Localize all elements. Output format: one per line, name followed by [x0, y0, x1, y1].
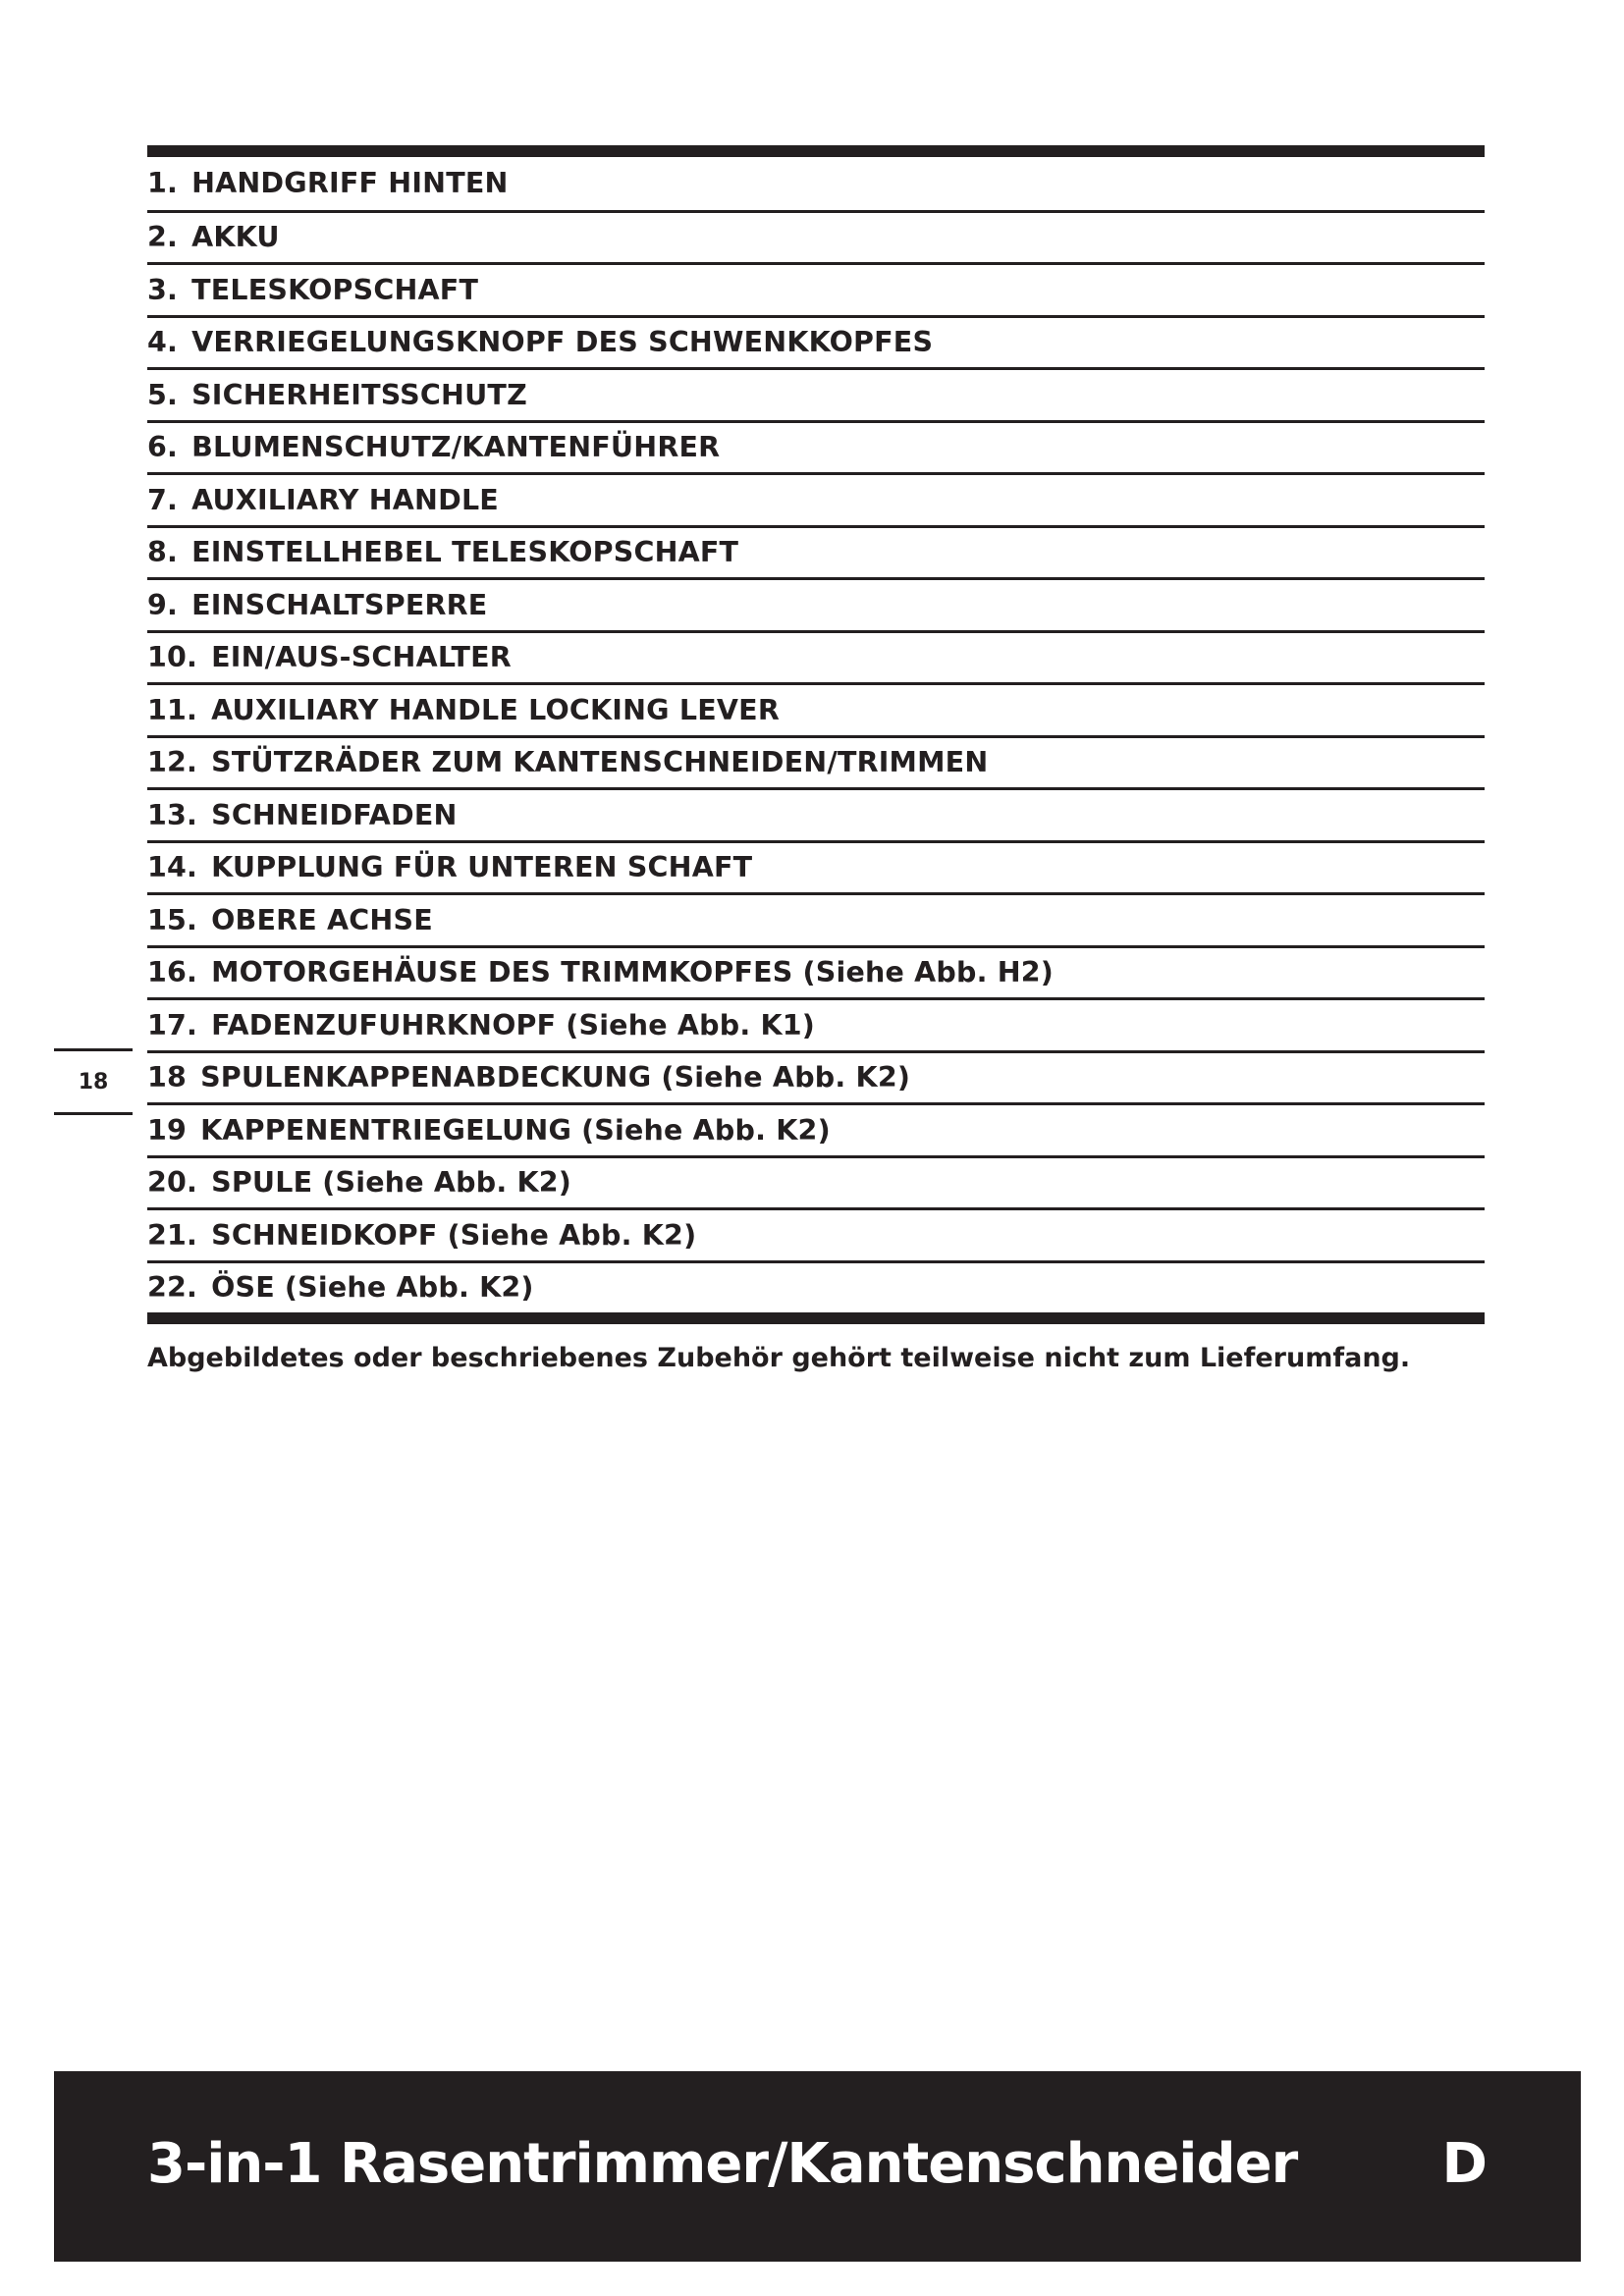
part-label: ÖSE: [211, 1271, 275, 1305]
part-label: VERRIEGELUNGSKNOPF DES SCHWENKKOPFES: [191, 326, 934, 359]
part-label: KAPPENENTRIEGELUNG: [200, 1113, 572, 1147]
part-label: AKKU: [191, 221, 280, 254]
page-number: [54, 1048, 133, 1115]
part-row: [147, 682, 1485, 735]
part-figure-reference: (Siehe Abb. K2): [284, 1271, 534, 1305]
part-row: [147, 262, 1485, 315]
part-label: SCHNEIDKOPF: [211, 1218, 438, 1252]
part-number: 17.: [147, 1008, 198, 1041]
part-number: 6.: [147, 431, 179, 464]
product-title: 3-in-1 Rasentrimmer/Kantenschneider: [147, 2132, 1298, 2196]
part-label: MOTORGEHÄUSE DES TRIMMKOPFES: [211, 956, 793, 989]
part-label: HANDGRIFF HINTEN: [191, 167, 509, 200]
part-number: 9.: [147, 588, 179, 621]
part-figure-reference: (Siehe Abb. K2): [661, 1061, 911, 1095]
part-label: SPULE: [211, 1166, 313, 1200]
part-label: KUPPLUNG FÜR UNTEREN SCHAFT: [211, 851, 753, 884]
part-row: [147, 1260, 1485, 1313]
part-label: SPULENKAPPENABDECKUNG: [200, 1061, 652, 1095]
part-label: EINSCHALTSPERRE: [191, 588, 488, 621]
part-row: [147, 210, 1485, 263]
part-number: 13.: [147, 798, 198, 831]
part-label: TELESKOPSCHAFT: [191, 273, 479, 306]
part-row: [147, 892, 1485, 945]
part-label: STÜTZRÄDER ZUM KANTENSCHNEIDEN/TRIMMEN: [211, 746, 989, 779]
part-label: AUXILIARY HANDLE LOCKING LEVER: [211, 693, 780, 726]
part-row: [147, 472, 1485, 525]
part-label: AUXILIARY HANDLE: [191, 483, 499, 516]
part-row: [147, 367, 1485, 420]
part-row: [147, 157, 1485, 210]
part-number: 1.: [147, 167, 179, 200]
part-row: [147, 997, 1485, 1050]
part-row: [147, 577, 1485, 630]
part-row: [147, 315, 1485, 368]
part-label: EIN/AUS-SCHALTER: [211, 641, 512, 674]
part-row: [147, 735, 1485, 788]
part-number: 15.: [147, 903, 198, 936]
parts-list: [147, 145, 1485, 1324]
part-number: 10.: [147, 641, 198, 674]
part-row: [147, 1050, 1485, 1103]
part-figure-reference: (Siehe Abb. K1): [566, 1008, 816, 1041]
part-row: [147, 630, 1485, 683]
part-row: [147, 1155, 1485, 1208]
accessory-note: Abgebildetes oder beschriebenes Zubehör gehört teilweise nicht zum Lieferumfang.: [147, 1343, 1411, 1373]
part-number: 14.: [147, 851, 198, 884]
footer-banner: [54, 2071, 1581, 2262]
part-number: 11.: [147, 693, 198, 726]
part-number: 21.: [147, 1218, 198, 1252]
part-row: [147, 840, 1485, 893]
part-number: 3.: [147, 273, 179, 306]
language-code: D: [1441, 2132, 1488, 2196]
part-number: 20.: [147, 1166, 198, 1200]
part-row: [147, 945, 1485, 998]
part-label: EINSTELLHEBEL TELESKOPSCHAFT: [191, 536, 739, 569]
part-number: 7.: [147, 483, 179, 516]
part-label: SCHNEIDFADEN: [211, 798, 458, 831]
part-label: FADENZUFUHRKNOPF: [211, 1008, 557, 1041]
part-number: 22.: [147, 1271, 198, 1305]
part-label: SICHERHEITSSCHUTZ: [191, 378, 527, 411]
part-row: [147, 787, 1485, 840]
part-figure-reference: (Siehe Abb. K2): [447, 1218, 697, 1252]
page-number-text: 18: [78, 1069, 109, 1095]
part-number: 18: [147, 1061, 188, 1095]
part-number: 5.: [147, 378, 179, 411]
part-number: 4.: [147, 326, 179, 359]
part-figure-reference: (Siehe Abb. K2): [581, 1113, 831, 1147]
part-row: [147, 420, 1485, 473]
part-figure-reference: (Siehe Abb. K2): [322, 1166, 572, 1200]
part-label: OBERE ACHSE: [211, 903, 433, 936]
part-row: [147, 1207, 1485, 1260]
part-number: 12.: [147, 746, 198, 779]
part-number: 19: [147, 1113, 188, 1147]
part-label: BLUMENSCHUTZ/KANTENFÜHRER: [191, 431, 721, 464]
part-row: [147, 1102, 1485, 1155]
part-number: 8.: [147, 536, 179, 569]
part-row: [147, 525, 1485, 578]
part-number: 16.: [147, 956, 198, 989]
part-number: 2.: [147, 221, 179, 254]
part-figure-reference: (Siehe Abb. H2): [802, 956, 1055, 989]
